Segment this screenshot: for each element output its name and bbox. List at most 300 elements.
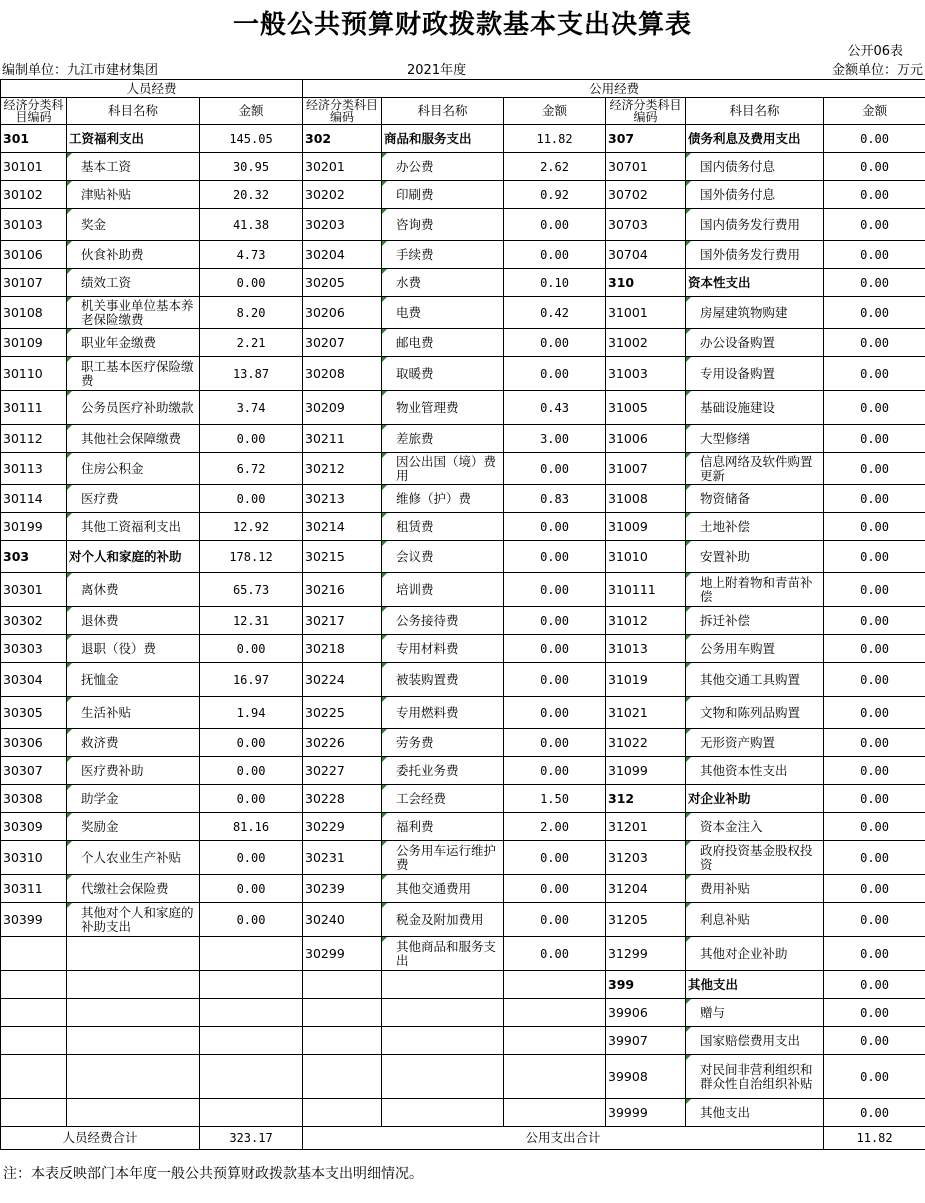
cell-name: 安置补助 — [686, 541, 824, 573]
cell-amount: 0.42 — [504, 297, 606, 329]
cell-amount: 0.00 — [200, 729, 303, 757]
cell-code: 30310 — [1, 841, 67, 875]
cell-amount: 0.00 — [200, 875, 303, 903]
cell-name: 职业年金缴费 — [67, 329, 200, 357]
cell-amount: 0.00 — [824, 125, 925, 153]
cell-name: 费用补贴 — [686, 875, 824, 903]
cell-amount: 178.12 — [200, 541, 303, 573]
cell-name: 公务接待费 — [382, 607, 504, 635]
cell-code: 31010 — [606, 541, 686, 573]
cell-name: 公务员医疗补助缴款 — [67, 391, 200, 425]
cell-amount: 11.82 — [504, 125, 606, 153]
cell-name: 咨询费 — [382, 209, 504, 241]
cell-amount: 0.00 — [504, 329, 606, 357]
cell-code: 30209 — [303, 391, 382, 425]
cell-name: 基本工资 — [67, 153, 200, 181]
cell-code — [303, 971, 382, 999]
cell-amount: 0.00 — [200, 269, 303, 297]
cell-name: 土地补偿 — [686, 513, 824, 541]
cell-name: 退职（役）费 — [67, 635, 200, 663]
cell-amount: 0.00 — [200, 635, 303, 663]
cell-code: 307 — [606, 125, 686, 153]
cell-amount: 0.00 — [504, 513, 606, 541]
cell-amount: 0.00 — [824, 1055, 925, 1099]
cell-code: 30106 — [1, 241, 67, 269]
cell-amount: 0.00 — [824, 1099, 925, 1127]
table-row — [1, 391, 925, 425]
cell-amount: 0.00 — [824, 729, 925, 757]
cell-code: 31003 — [606, 357, 686, 391]
column-header-name: 科目名称 — [686, 98, 824, 125]
cell-amount: 0.00 — [200, 903, 303, 937]
cell-name: 房屋建筑物购建 — [686, 297, 824, 329]
cell-name: 抚恤金 — [67, 663, 200, 697]
cell-code: 30701 — [606, 153, 686, 181]
cell-name: 债务利息及费用支出 — [686, 125, 824, 153]
cell-amount: 0.00 — [824, 357, 925, 391]
cell-amount: 0.00 — [824, 813, 925, 841]
cell-code: 31299 — [606, 937, 686, 971]
table-row — [1, 425, 925, 453]
cell-amount: 0.00 — [824, 663, 925, 697]
cell-amount: 30.95 — [200, 153, 303, 181]
cell-amount — [504, 1055, 606, 1099]
table-row — [1, 329, 925, 357]
cell-code: 30305 — [1, 697, 67, 729]
cell-name: 劳务费 — [382, 729, 504, 757]
table-row — [1, 903, 925, 937]
cell-amount: 0.00 — [504, 729, 606, 757]
cell-code: 39999 — [606, 1099, 686, 1127]
cell-name: 代缴社会保险费 — [67, 875, 200, 903]
cell-amount: 0.00 — [824, 607, 925, 635]
column-header-code: 经济分类科目编码 — [606, 98, 686, 125]
form-number: 公开06表 — [847, 44, 903, 59]
cell-name — [67, 1099, 200, 1127]
cell-amount: 0.00 — [504, 357, 606, 391]
public-total-label: 公用支出合计 — [303, 1127, 824, 1150]
cell-code: 31204 — [606, 875, 686, 903]
table-row — [1, 1027, 925, 1055]
cell-name: 奖励金 — [67, 813, 200, 841]
cell-amount: 0.00 — [824, 153, 925, 181]
cell-amount: 0.00 — [824, 903, 925, 937]
cell-code: 31007 — [606, 453, 686, 485]
cell-amount: 3.74 — [200, 391, 303, 425]
cell-name: 信息网络及软件购置更新 — [686, 453, 824, 485]
cell-code: 301 — [1, 125, 67, 153]
cell-name: 对企业补助 — [686, 785, 824, 813]
column-header-amount: 金额 — [200, 98, 303, 125]
cell-amount: 16.97 — [200, 663, 303, 697]
cell-code: 31009 — [606, 513, 686, 541]
cell-code: 31205 — [606, 903, 686, 937]
group-header-public: 公用经费 — [303, 80, 925, 98]
cell-name — [382, 999, 504, 1027]
cell-code: 31001 — [606, 297, 686, 329]
cell-name: 地上附着物和青苗补偿 — [686, 573, 824, 607]
cell-code: 30113 — [1, 453, 67, 485]
footnote: 注：本表反映部门本年度一般公共预算财政拨款基本支出明细情况。 — [3, 1166, 423, 1182]
column-header-name: 科目名称 — [382, 98, 504, 125]
cell-code: 39908 — [606, 1055, 686, 1099]
cell-code: 30231 — [303, 841, 382, 875]
cell-amount: 1.94 — [200, 697, 303, 729]
cell-amount: 13.87 — [200, 357, 303, 391]
cell-amount — [200, 999, 303, 1027]
cell-name: 其他资本性支出 — [686, 757, 824, 785]
cell-code: 30399 — [1, 903, 67, 937]
cell-amount — [504, 999, 606, 1027]
table-row — [1, 697, 925, 729]
cell-amount: 2.21 — [200, 329, 303, 357]
cell-code: 30212 — [303, 453, 382, 485]
table-row — [1, 757, 925, 785]
cell-amount: 41.38 — [200, 209, 303, 241]
table-row — [1, 635, 925, 663]
cell-amount: 0.00 — [200, 757, 303, 785]
cell-name: 公务用车运行维护费 — [382, 841, 504, 875]
column-header-amount: 金额 — [824, 98, 925, 125]
table-row — [1, 573, 925, 607]
cell-name: 机关事业单位基本养老保险缴费 — [67, 297, 200, 329]
cell-code: 30303 — [1, 635, 67, 663]
cell-amount: 0.00 — [824, 999, 925, 1027]
cell-amount: 0.00 — [824, 181, 925, 209]
cell-name: 其他商品和服务支出 — [382, 937, 504, 971]
cell-amount — [504, 971, 606, 999]
cell-amount: 0.00 — [824, 513, 925, 541]
cell-code: 30112 — [1, 425, 67, 453]
personnel-total-label: 人员经费合计 — [1, 1127, 200, 1150]
cell-code: 30309 — [1, 813, 67, 841]
cell-code: 30201 — [303, 153, 382, 181]
cell-code: 30217 — [303, 607, 382, 635]
cell-code: 39907 — [606, 1027, 686, 1055]
table-row — [1, 729, 925, 757]
year-label: 2021年度 — [407, 63, 467, 78]
cell-code: 30206 — [303, 297, 382, 329]
cell-code: 30301 — [1, 573, 67, 607]
cell-code — [303, 1055, 382, 1099]
cell-amount: 0.92 — [504, 181, 606, 209]
cell-name: 国内债务付息 — [686, 153, 824, 181]
cell-code: 31008 — [606, 485, 686, 513]
table-row — [1, 153, 925, 181]
cell-name: 国外债务付息 — [686, 181, 824, 209]
cell-amount: 0.00 — [504, 241, 606, 269]
table-row — [1, 971, 925, 999]
cell-code: 30702 — [606, 181, 686, 209]
cell-name: 培训费 — [382, 573, 504, 607]
table-row — [1, 937, 925, 971]
cell-code: 30103 — [1, 209, 67, 241]
cell-name — [67, 999, 200, 1027]
table-row — [1, 485, 925, 513]
table-row — [1, 453, 925, 485]
table-row — [1, 209, 925, 241]
cell-name: 离休费 — [67, 573, 200, 607]
public-total-value: 11.82 — [824, 1127, 925, 1150]
cell-amount: 6.72 — [200, 453, 303, 485]
cell-amount: 0.00 — [504, 757, 606, 785]
cell-name: 工资福利支出 — [67, 125, 200, 153]
cell-amount: 0.00 — [504, 937, 606, 971]
table-row — [1, 1099, 925, 1127]
cell-name: 对民间非营利组织和群众性自治组织补贴 — [686, 1055, 824, 1099]
cell-amount: 0.00 — [504, 875, 606, 903]
cell-name: 专用材料费 — [382, 635, 504, 663]
cell-name: 医疗费 — [67, 485, 200, 513]
cell-amount: 0.10 — [504, 269, 606, 297]
cell-name: 物资储备 — [686, 485, 824, 513]
cell-code: 31203 — [606, 841, 686, 875]
cell-amount: 2.62 — [504, 153, 606, 181]
cell-name — [67, 1027, 200, 1055]
cell-name: 医疗费补助 — [67, 757, 200, 785]
cell-code: 30224 — [303, 663, 382, 697]
cell-code — [1, 937, 67, 971]
cell-name: 其他社会保障缴费 — [67, 425, 200, 453]
cell-name: 救济费 — [67, 729, 200, 757]
cell-amount — [200, 1055, 303, 1099]
cell-amount — [200, 937, 303, 971]
cell-code: 30228 — [303, 785, 382, 813]
cell-amount: 0.00 — [504, 841, 606, 875]
cell-name: 专用设备购置 — [686, 357, 824, 391]
cell-code: 31099 — [606, 757, 686, 785]
cell-code: 30108 — [1, 297, 67, 329]
cell-amount: 0.00 — [200, 841, 303, 875]
column-header-code: 经济分类科目编码 — [303, 98, 382, 125]
cell-name: 商品和服务支出 — [382, 125, 504, 153]
table-row — [1, 541, 925, 573]
cell-amount: 0.00 — [824, 425, 925, 453]
cell-amount: 0.00 — [504, 607, 606, 635]
cell-name: 被装购置费 — [382, 663, 504, 697]
cell-name: 专用燃料费 — [382, 697, 504, 729]
cell-name: 福利费 — [382, 813, 504, 841]
cell-code — [303, 1027, 382, 1055]
cell-name: 伙食补助费 — [67, 241, 200, 269]
cell-name: 资本性支出 — [686, 269, 824, 297]
cell-name: 津贴补贴 — [67, 181, 200, 209]
cell-code: 30227 — [303, 757, 382, 785]
cell-code: 31013 — [606, 635, 686, 663]
cell-amount: 0.00 — [824, 785, 925, 813]
cell-amount: 0.00 — [824, 209, 925, 241]
cell-name: 取暖费 — [382, 357, 504, 391]
cell-amount: 0.00 — [504, 903, 606, 937]
column-header-code: 经济分类科目编码 — [1, 98, 67, 125]
column-header-row — [1, 98, 925, 125]
cell-amount: 0.00 — [824, 757, 925, 785]
cell-name: 对个人和家庭的补助 — [67, 541, 200, 573]
cell-amount: 1.50 — [504, 785, 606, 813]
cell-code: 31021 — [606, 697, 686, 729]
cell-code: 31006 — [606, 425, 686, 453]
cell-name — [382, 1027, 504, 1055]
cell-name: 退休费 — [67, 607, 200, 635]
cell-name: 会议费 — [382, 541, 504, 573]
cell-amount: 0.00 — [824, 541, 925, 573]
cell-code: 303 — [1, 541, 67, 573]
cell-code: 30207 — [303, 329, 382, 357]
cell-amount: 0.00 — [824, 297, 925, 329]
cell-amount: 0.83 — [504, 485, 606, 513]
cell-amount: 20.32 — [200, 181, 303, 209]
cell-amount: 0.00 — [504, 635, 606, 663]
cell-name: 国外债务发行费用 — [686, 241, 824, 269]
table-row — [1, 125, 925, 153]
cell-amount: 0.00 — [504, 209, 606, 241]
cell-code: 310 — [606, 269, 686, 297]
cell-code: 30202 — [303, 181, 382, 209]
cell-amount — [504, 1027, 606, 1055]
cell-name: 其他对企业补助 — [686, 937, 824, 971]
cell-name — [67, 971, 200, 999]
cell-code — [1, 1099, 67, 1127]
column-header-amount: 金额 — [504, 98, 606, 125]
cell-code: 31022 — [606, 729, 686, 757]
cell-name — [67, 1055, 200, 1099]
cell-name: 公务用车购置 — [686, 635, 824, 663]
cell-code: 30208 — [303, 357, 382, 391]
cell-name: 差旅费 — [382, 425, 504, 453]
cell-code: 30203 — [303, 209, 382, 241]
cell-code — [303, 999, 382, 1027]
table-row — [1, 607, 925, 635]
cell-name: 绩效工资 — [67, 269, 200, 297]
cell-code — [1, 999, 67, 1027]
cell-amount: 0.00 — [824, 453, 925, 485]
cell-code: 30109 — [1, 329, 67, 357]
cell-code: 39906 — [606, 999, 686, 1027]
table-row — [1, 785, 925, 813]
column-header-name: 科目名称 — [67, 98, 200, 125]
cell-name: 其他工资福利支出 — [67, 513, 200, 541]
cell-code: 30302 — [1, 607, 67, 635]
cell-code: 30199 — [1, 513, 67, 541]
cell-code: 30239 — [303, 875, 382, 903]
cell-code: 30229 — [303, 813, 382, 841]
cell-code: 30204 — [303, 241, 382, 269]
cell-code: 399 — [606, 971, 686, 999]
cell-code: 30307 — [1, 757, 67, 785]
cell-amount: 0.00 — [200, 485, 303, 513]
table-row — [1, 841, 925, 875]
cell-amount — [504, 1099, 606, 1127]
cell-amount: 145.05 — [200, 125, 303, 153]
cell-amount: 0.43 — [504, 391, 606, 425]
cell-amount — [200, 971, 303, 999]
table-row — [1, 357, 925, 391]
cell-name: 其他支出 — [686, 971, 824, 999]
cell-code: 30299 — [303, 937, 382, 971]
cell-amount: 0.00 — [824, 937, 925, 971]
cell-name — [382, 1055, 504, 1099]
cell-code — [1, 1055, 67, 1099]
table-body — [1, 125, 925, 1127]
cell-amount: 81.16 — [200, 813, 303, 841]
cell-code: 30225 — [303, 697, 382, 729]
cell-code: 30114 — [1, 485, 67, 513]
table-row — [1, 513, 925, 541]
cell-name: 办公设备购置 — [686, 329, 824, 357]
cell-name: 利息补贴 — [686, 903, 824, 937]
cell-code: 30213 — [303, 485, 382, 513]
cell-amount: 0.00 — [824, 875, 925, 903]
cell-amount: 0.00 — [824, 269, 925, 297]
cell-amount: 0.00 — [824, 697, 925, 729]
cell-amount: 0.00 — [824, 391, 925, 425]
cell-code: 30214 — [303, 513, 382, 541]
cell-amount: 0.00 — [824, 329, 925, 357]
cell-amount: 12.92 — [200, 513, 303, 541]
cell-amount: 0.00 — [504, 541, 606, 573]
cell-amount: 0.00 — [504, 663, 606, 697]
cell-amount: 0.00 — [824, 635, 925, 663]
cell-code: 30240 — [303, 903, 382, 937]
cell-name: 国内债务发行费用 — [686, 209, 824, 241]
cell-name: 拆迁补偿 — [686, 607, 824, 635]
cell-amount — [200, 1099, 303, 1127]
cell-name: 税金及附加费用 — [382, 903, 504, 937]
cell-name: 邮电费 — [382, 329, 504, 357]
cell-code: 310111 — [606, 573, 686, 607]
info-line — [2, 59, 923, 77]
cell-name: 印刷费 — [382, 181, 504, 209]
table-row — [1, 999, 925, 1027]
cell-code: 31012 — [606, 607, 686, 635]
cell-name: 其他对个人和家庭的补助支出 — [67, 903, 200, 937]
cell-code: 30304 — [1, 663, 67, 697]
cell-code: 31005 — [606, 391, 686, 425]
cell-code: 31019 — [606, 663, 686, 697]
personnel-total-value: 323.17 — [200, 1127, 303, 1150]
cell-amount: 2.00 — [504, 813, 606, 841]
cell-amount: 0.00 — [504, 573, 606, 607]
cell-code: 30102 — [1, 181, 67, 209]
cell-amount: 0.00 — [824, 573, 925, 607]
group-header-personnel: 人员经费 — [1, 80, 303, 98]
cell-name — [67, 937, 200, 971]
cell-name: 资本金注入 — [686, 813, 824, 841]
cell-code: 30308 — [1, 785, 67, 813]
cell-name: 租赁费 — [382, 513, 504, 541]
cell-code: 30215 — [303, 541, 382, 573]
cell-amount: 0.00 — [200, 785, 303, 813]
cell-amount: 0.00 — [200, 425, 303, 453]
org-label: 编制单位：九江市建材集团 — [2, 63, 159, 78]
cell-name: 因公出国（境）费用 — [382, 453, 504, 485]
cell-amount: 8.20 — [200, 297, 303, 329]
cell-amount: 12.31 — [200, 607, 303, 635]
cell-name: 工会经费 — [382, 785, 504, 813]
page-title: 一般公共预算财政拨款基本支出决算表 — [232, 10, 692, 40]
cell-amount: 0.00 — [824, 1027, 925, 1055]
cell-code: 30211 — [303, 425, 382, 453]
table-row — [1, 1055, 925, 1099]
cell-code: 30704 — [606, 241, 686, 269]
cell-name: 政府投资基金股权投资 — [686, 841, 824, 875]
cell-name: 基础设施建设 — [686, 391, 824, 425]
cell-code — [1, 1027, 67, 1055]
cell-name: 维修（护）费 — [382, 485, 504, 513]
table-row — [1, 269, 925, 297]
cell-name: 其他交通工具购置 — [686, 663, 824, 697]
cell-name: 无形资产购置 — [686, 729, 824, 757]
